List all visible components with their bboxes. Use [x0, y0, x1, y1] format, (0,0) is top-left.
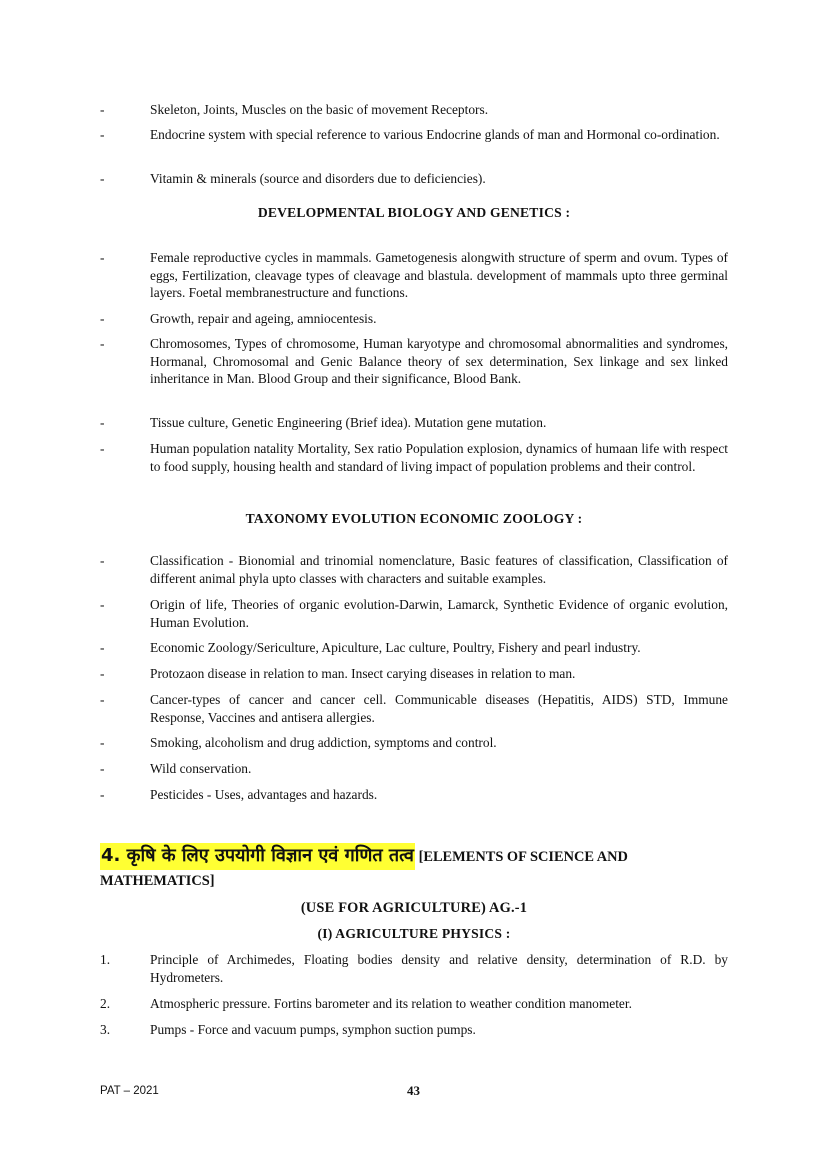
list-text: Economic Zoology/Sericulture, Apiculture, Lac culture, Poultry, Fishery and pearl industry.	[150, 640, 641, 655]
page-number: 43	[407, 1083, 420, 1098]
list-text: Human population natality Mortality, Sex ratio Population explosion, dynamics of humaan life with respect to food supply, housing health and standard of living impact of population problems and their control.	[150, 441, 728, 474]
list-text: Protozaon disease in relation to man. Insect carying diseases in relation to man.	[150, 666, 576, 681]
list-marker: -	[100, 171, 105, 186]
list-text: Chromosomes, Types of chromosome, Human karyotype and chromosomal abnormalities and syndromes, Hormanal, Chromosomal and Genic Balance theory of sex determination, Sex linkage and sex linked inheritance in Man. Blood Group and their significance, Blood Bank.	[150, 336, 728, 386]
item-text: Principle of Archimedes, Floating bodies density and relative density, determination of R.D. by Hydrometers.	[150, 952, 728, 985]
list-marker: -	[100, 597, 105, 612]
list-marker: -	[100, 692, 105, 707]
list-marker: -	[100, 415, 105, 430]
item-text: Atmospheric pressure. Fortins barometer and its relation to weather condition manometer.	[150, 996, 632, 1011]
list-marker: -	[100, 666, 105, 681]
list-text: Cancer-types of cancer and cancer cell. Communicable diseases (Hepatitis, AIDS) STD, Immune Response, Vaccines and antisera allergies.	[150, 692, 728, 725]
list-marker: -	[100, 735, 105, 750]
subheading-agriculture-physics: (I) AGRICULTURE PHYSICS :	[317, 926, 511, 941]
footer-exam-label: PAT – 2021	[100, 1085, 159, 1097]
list-marker: -	[100, 127, 105, 142]
list-marker: -	[100, 553, 105, 568]
list-marker: -	[100, 761, 105, 776]
list-text: Tissue culture, Genetic Engineering (Brief idea). Mutation gene mutation.	[150, 415, 547, 430]
item-number: 3.	[100, 1022, 111, 1037]
list-text: Origin of life, Theories of organic evolution-Darwin, Lamarck, Synthetic Evidence of organic evolution, Human Evolution.	[150, 597, 728, 630]
list-text: Classification - Bionomial and trinomial nomenclature, Basic features of classification, Classification of different animal phyla upto classes with characters and suitable examples.	[150, 553, 728, 586]
subheading-use-for-agriculture: (USE FOR AGRICULTURE) AG.-1	[300, 900, 528, 916]
list-text: Female reproductive cycles in mammals. Gametogenesis alongwith structure of sperm and ovum. Types of eggs, Fertilization, cleavage types of cleavage and blastula. development of mammals upto three germinal layers. Foetal membranestructure and functions.	[150, 250, 728, 300]
list-marker: -	[100, 787, 105, 802]
list-marker: -	[100, 336, 105, 351]
list-text: Vitamin & minerals (source and disorders due to deficiencies).	[150, 171, 486, 186]
list-text: Endocrine system with special reference to various Endocrine glands of man and Hormonal co-ordination.	[150, 127, 720, 142]
list-text: Growth, repair and ageing, amniocentesis.	[150, 311, 377, 326]
list-text: Smoking, alcoholism and drug addiction, symptoms and control.	[150, 735, 497, 750]
section-4-english-title: [ELEMENTS OF SCIENCE AND	[418, 849, 628, 865]
list-marker: -	[100, 102, 105, 117]
list-text: Pesticides - Uses, advantages and hazards.	[150, 787, 378, 802]
section-heading-developmental: DEVELOPMENTAL BIOLOGY AND GENETICS :	[257, 205, 571, 220]
section-4-title-continued: MATHEMATICS]	[100, 873, 215, 889]
list-marker: -	[100, 250, 105, 265]
section-4-title	[100, 843, 728, 867]
list-text: Skeleton, Joints, Muscles on the basic of movement Receptors.	[150, 102, 489, 117]
list-marker: -	[100, 441, 105, 456]
section-4-hindi-title: 4. कृषि के लिए उपयोगी विज्ञान एवं गणित तत्व	[100, 843, 415, 870]
item-number: 1.	[100, 952, 111, 967]
list-marker: -	[100, 311, 105, 326]
list-text: Wild conservation.	[150, 761, 252, 776]
list-marker: -	[100, 640, 105, 655]
item-number: 2.	[100, 996, 111, 1011]
item-text: Pumps - Force and vacuum pumps, symphon suction pumps.	[150, 1022, 476, 1037]
section-heading-taxonomy: TAXONOMY EVOLUTION ECONOMIC ZOOLOGY :	[245, 511, 583, 526]
